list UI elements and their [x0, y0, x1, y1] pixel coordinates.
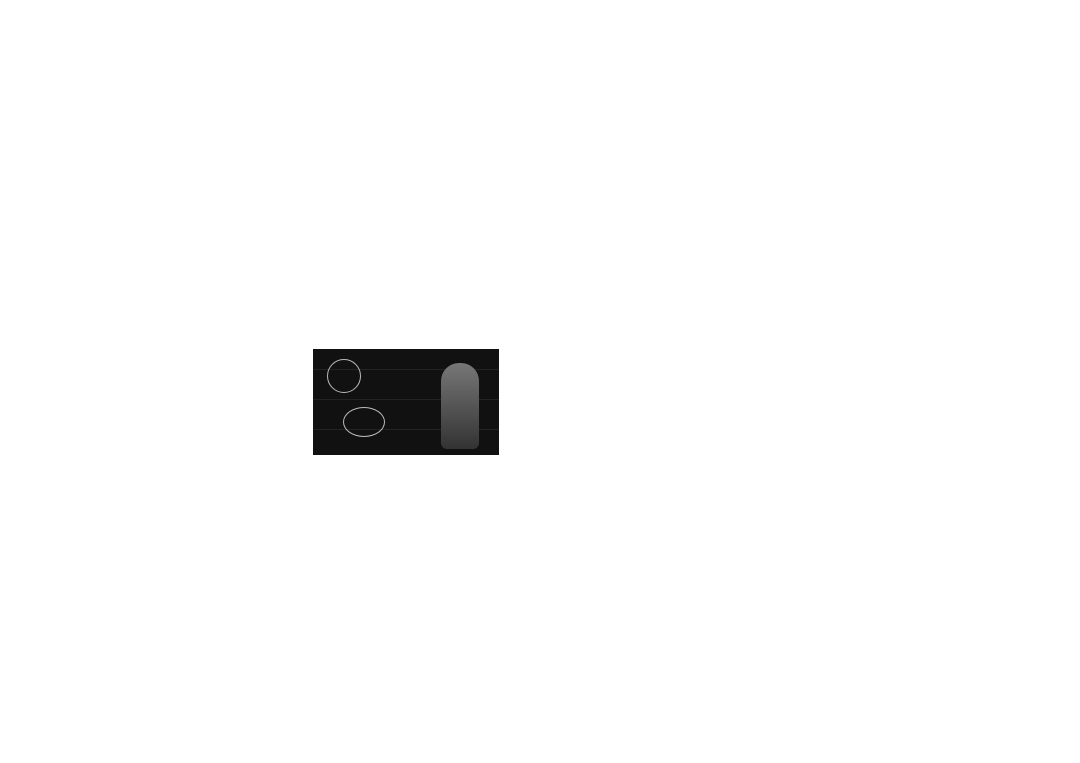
q34-stem	[584, 274, 1010, 291]
para1-line	[78, 371, 308, 388]
q30-option-d	[78, 192, 500, 207]
q32-option-a	[595, 155, 749, 172]
q32-options-row2	[584, 172, 1010, 189]
q31-options-row1	[584, 104, 1010, 121]
left-page	[78, 72, 500, 207]
q34-option-c	[584, 325, 1010, 342]
q30-stem	[78, 132, 500, 147]
q35-option-d	[584, 427, 1010, 444]
q35-option-a	[584, 376, 1010, 393]
q33-stem	[584, 189, 1010, 206]
para1-line	[78, 337, 308, 354]
q29-options-row2	[78, 117, 500, 132]
q30-option-a	[78, 147, 500, 162]
section-b-heading	[78, 320, 500, 337]
para1-line	[78, 354, 308, 371]
q34-option-d	[584, 342, 1010, 359]
section-c-heading	[584, 444, 1010, 478]
para1-line	[78, 439, 308, 456]
crown-icon	[343, 407, 385, 437]
q29-option-a	[89, 102, 270, 117]
q28-option-c	[270, 72, 348, 87]
q32-stem	[584, 138, 1010, 155]
q35-option-b	[584, 393, 1010, 410]
q35-option-c	[584, 410, 1010, 427]
q29-option-c	[89, 117, 270, 132]
q29-options-row1	[78, 102, 500, 117]
portrait-figure	[441, 363, 479, 449]
para1-line	[78, 388, 308, 405]
q32-option-c	[595, 172, 749, 189]
q31-option-c	[595, 121, 749, 138]
q28-option-b	[187, 72, 270, 87]
q31-options-row2	[584, 121, 1010, 138]
q30-option-c	[78, 177, 500, 192]
q30-option-b	[78, 162, 500, 177]
jewel-icon	[327, 359, 361, 393]
q31-option-a	[595, 104, 749, 121]
louvre-theft-photo	[313, 349, 499, 455]
right-page	[584, 75, 1010, 478]
q33-option-b	[584, 223, 1010, 240]
q29-stem	[78, 87, 500, 102]
q35-stem	[584, 359, 1010, 376]
para1-line	[78, 405, 308, 422]
para1-line	[78, 422, 308, 439]
q28-option-a	[89, 72, 187, 87]
q32-options-row1	[584, 155, 1010, 172]
q34-option-a	[584, 291, 1010, 308]
q34-option-b	[584, 308, 1010, 325]
q31-stem	[584, 87, 1010, 104]
passage-b-para1	[78, 337, 308, 456]
q28-options	[78, 72, 500, 87]
q33-option-c	[584, 240, 1010, 257]
q33-option-d	[584, 257, 1010, 274]
q33-option-a	[584, 206, 1010, 223]
